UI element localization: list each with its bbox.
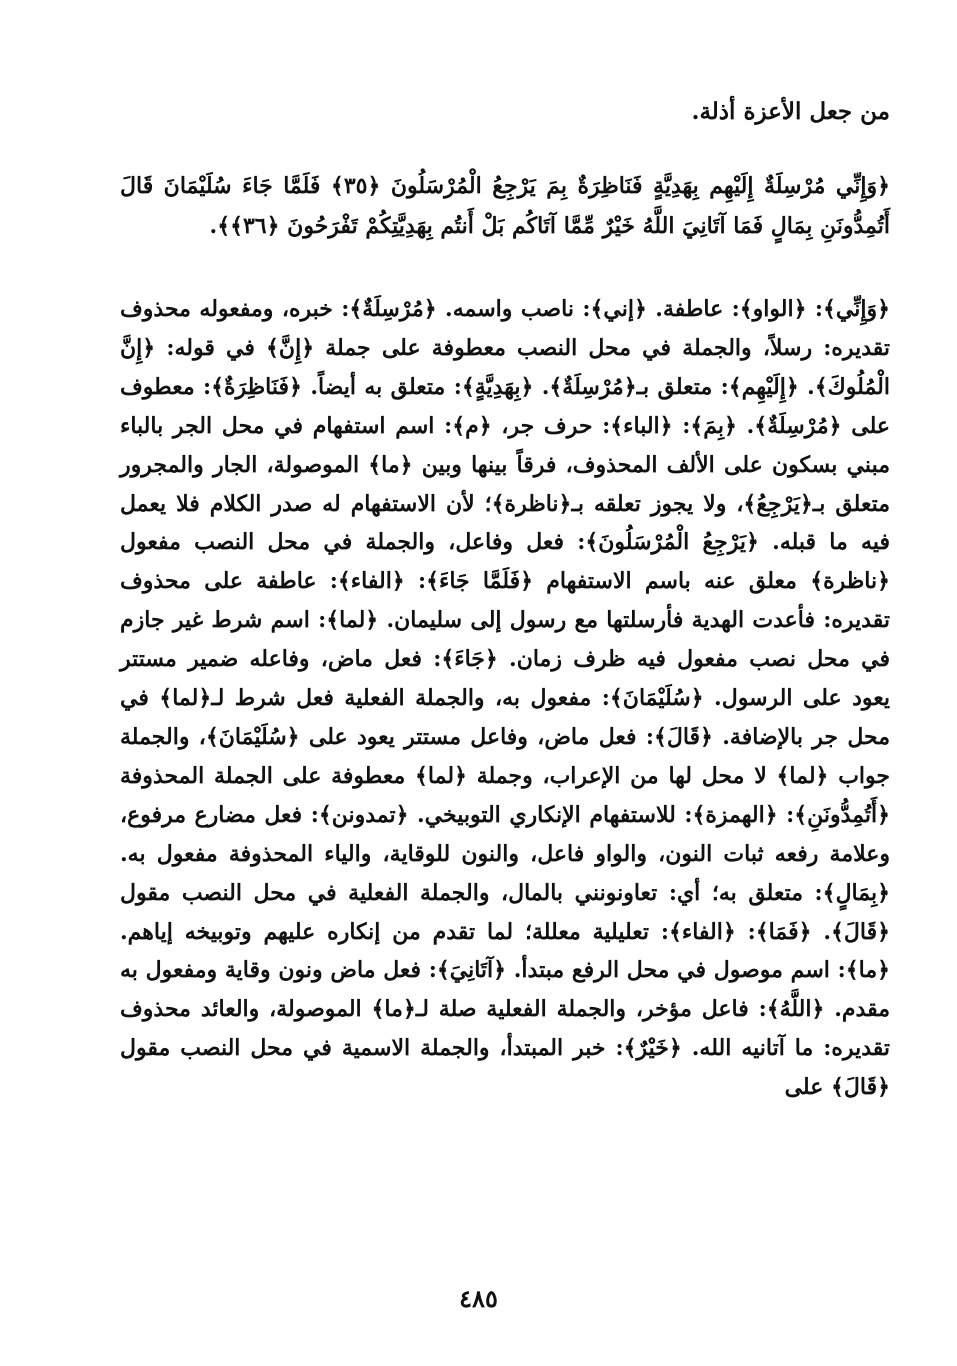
grammar-commentary: ﴿وَإِنِّي﴾: ﴿الواو﴾: عاطفة. ﴿إني﴾: ناصب واسمه. ﴿مُرْسِلَةٌ﴾: خبره، ومفعوله محذوف تقديره: رسلاً، والجملة في محل النصب معطوفة على جملة ﴿إِنَّ﴾ في قوله: ﴿إِنَّ الْمُلُوكَ﴾. ﴿إِلَيْهِم﴾: متعلق بـ﴿مُرْسِلَةٌ﴾. ﴿بِهَدِيَّةٍ﴾: متعلق به أيضاً. ﴿فَنَاظِرَةٌ﴾: معطوف على ﴿مُرْسِلَةٌ﴾. ﴿بِمَ﴾: ﴿الباء﴾: حرف جر، ﴿م﴾: اسم استفهام في محل الجر بالباء مبني بسكون على الألف المحذوف، فرقاً بينها وبين ﴿ما﴾ الموصولة، الجار والمجرور متعلق بـ﴿يَرْجِعُ﴾، ولا يجوز تعلقه بـ﴿ناظرة﴾؛ لأن الاستفهام له صدر الكلام فلا يعمل فيه ما قبله. ﴿يَرْجِعُ الْمُرْسَلُونَ﴾: فعل وفاعل، والجملة في محل النصب مفعول ﴿ناظرة﴾ معلق عنه باسم الاستفهام ﴿فَلَمَّا جَاءَ﴾: ﴿الفاء﴾: عاطفة على محذوف تقديره: فأعدت الهدية فأرسلتها مع رسول إلى سليمان. ﴿لما﴾: اسم شرط غير جازم في محل نصب مفعول فيه ظرف زمان. ﴿جَاءَ﴾: فعل ماض، وفاعله ضمير مستتر يعود على الرسول. ﴿سُلَيْمَانَ﴾: مفعول به، والجملة الفعلية فعل شرط لـ﴿لما﴾ في محل جر بالإضافة. ﴿قَالَ﴾: فعل ماض، وفاعل مستتر يعود على ﴿سُلَيْمَانَ﴾، والجملة جواب ﴿لما﴾ لا محل لها من الإعراب، وجملة ﴿لما﴾ معطوفة على الجملة المحذوفة ﴿أَتُمِدُّونَنِ﴾: ﴿الهمزة﴾: للاستفهام الإنكاري التوبيخي. ﴿تمدونن﴾: فعل مضارع مرفوع، وعلامة رفعه ثبات النون، والواو فاعل، والنون للوقاية، والياء المحذوفة مفعول به. ﴿بِمَالٍ﴾: متعلق به؛ أي: تعاونونني بالمال، والجملة الفعلية في محل النصب مقول ﴿قَالَ﴾. ﴿فَمَا﴾: ﴿الفاء﴾: تعليلية معللة؛ لما تقدم من إنكاره عليهم وتوبيخه إياهم. ﴿ما﴾: اسم موصول في محل الرفع مبتدأ. ﴿آتَانِيَ﴾: فعل ماض ونون وقاية ومفعول به مقدم. ﴿اللَّهُ﴾: فاعل مؤخر، والجملة الفعلية صلة لـ﴿ما﴾ الموصولة، والعائد محذوف تقديره: ما آتانيه الله. ﴿خَيْرٌ﴾: خبر المبتدأ، والجملة الاسمية في محل النصب مقول ﴿قَالَ﴾ على [120, 296, 890, 1101]
opening-line: من جعل الأعزة أذلة. [691, 98, 890, 125]
page-number: ٤٨٥ [459, 1284, 498, 1313]
quran-verse: ﴿وَإِنِّي مُرْسِلَةٌ إِلَيْهِم بِهَدِيَّةٍ فَنَاظِرَةٌ بِمَ يَرْجِعُ الْمُرْسَلُونَ ﴿٣٥﴾ فَلَمَّا جَاءَ سُلَيْمَانَ قَالَ أَتُمِدُّونَنِ بِمَالٍ فَمَا آتَانِيَ اللَّهُ خَيْرٌ مِّمَّا آتَاكُم بَلْ أَنتُم بِهَدِيَّتِكُمْ تَفْرَحُونَ ﴿٣٦﴾﴾. [120, 173, 890, 239]
page-content [120, 92, 890, 1107]
